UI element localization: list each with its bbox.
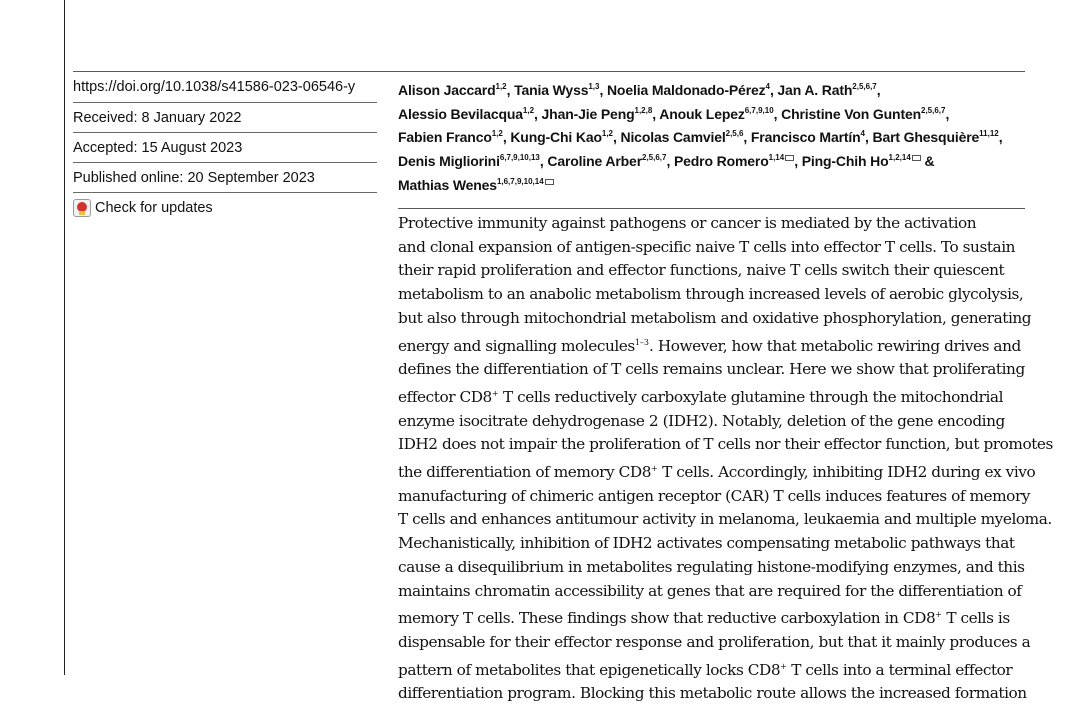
author-separator: ,: [743, 129, 751, 146]
abstract-line: their rapid proliferation and effector functions, naive T cells switch their quiescent: [398, 261, 1005, 280]
abstract-line: T cells and enhances antitumour activity in melanoma, leukaemia and multiple myeloma.: [398, 510, 1052, 529]
superscript: +: [780, 661, 787, 671]
author-name[interactable]: Tania Wyss: [514, 82, 589, 98]
author-name[interactable]: Ping-Chih Ho: [801, 153, 889, 170]
abstract-line: memory T cells. These findings show that reductive carboxylation in CD8+ T cells is: [398, 609, 1010, 628]
author-name[interactable]: Mathias Wenes: [398, 176, 497, 193]
author-affiliation: 1,2: [491, 129, 503, 139]
author-affiliation: 2,5,6,7: [852, 82, 877, 91]
author-separator: ,: [794, 153, 802, 170]
author-affiliation: 4: [860, 129, 865, 139]
abstract-line: the differentiation of memory CD8+ T cells. Accordingly, inhibiting IDH2 during ex vivo: [398, 463, 1036, 482]
author-separator: ,: [769, 82, 778, 98]
abstract-line: maintains chromatin accessibility at genes that are required for the differentiation of: [398, 581, 1022, 600]
author-separator: ,: [652, 105, 660, 122]
published-date: Published online: 20 September 2023: [73, 163, 377, 193]
author-separator: ,: [773, 105, 782, 122]
author-separator: ,: [539, 153, 548, 170]
superscript: +: [935, 610, 942, 620]
abstract-line: but also through mitochondrial metabolism and oxidative phosphorylation, generating: [398, 308, 1032, 327]
abstract-line: enzyme isocitrate dehydrogenase 2 (IDH2). Notably, deletion of the gene encoding: [398, 411, 1005, 430]
author-line: [398, 101, 1038, 125]
author-affiliation: 1,6,7,9,10,14: [496, 176, 544, 186]
check-for-updates-label: Check for updates: [95, 200, 213, 216]
author-separator: ,: [613, 129, 621, 146]
author-affiliation: 1,2: [601, 129, 613, 139]
email-icon[interactable]: [545, 179, 554, 185]
author-affiliation: 2,5,6,7: [921, 105, 946, 115]
article-metadata: [73, 72, 377, 223]
author-name[interactable]: Fabien Franco: [398, 129, 492, 146]
author-name[interactable]: Caroline Arber: [547, 153, 642, 170]
email-icon[interactable]: [785, 155, 794, 161]
abstract-line: and clonal expansion of antigen-specific naive T cells into effector T cells. To sustain: [398, 237, 1016, 256]
author-line: [398, 172, 1038, 196]
author-affiliation: 1,2: [495, 82, 507, 91]
author-name[interactable]: Christine Von Gunten: [781, 105, 921, 122]
author-list: [398, 77, 1038, 196]
author-affiliation: 6,7,9,10: [744, 105, 774, 115]
author-separator: ,: [599, 82, 607, 98]
author-affiliation: 6,7,9,10,13: [499, 153, 540, 163]
author-name[interactable]: Bart Ghesquière: [872, 129, 980, 146]
author-separator: ,: [876, 82, 881, 98]
author-affiliation: 1,3: [588, 82, 600, 91]
author-name[interactable]: Noelia Maldonado-Pérez: [606, 82, 766, 98]
check-for-updates-icon: [73, 199, 91, 217]
author-name[interactable]: Jan A. Rath: [777, 82, 853, 98]
author-name[interactable]: Denis Migliorini: [398, 153, 500, 170]
abstract-line: Mechanistically, inhibition of IDH2 activates compensating metabolic pathways that: [398, 534, 1015, 553]
author-separator: ,: [666, 153, 674, 170]
author-affiliation: 2,5,6: [725, 129, 744, 139]
abstract: [398, 212, 1058, 706]
author-separator: &: [920, 153, 935, 170]
author-affiliation: 2,5,6,7: [642, 153, 667, 163]
author-name[interactable]: Kung-Chi Kao: [510, 129, 602, 146]
doi-link[interactable]: https://doi.org/10.1038/s41586-023-06546-y: [73, 72, 377, 103]
author-separator: ,: [998, 129, 1003, 146]
author-name[interactable]: Nicolas Camviel: [620, 129, 726, 146]
abstract-line: Protective immunity against pathogens or cancer is mediated by the activation: [398, 214, 977, 232]
author-separator: ,: [506, 82, 515, 98]
author-affiliation: 4: [765, 82, 770, 91]
abstract-line: defines the differentiation of T cells remains unclear. Here we show that proliferating: [398, 360, 1025, 379]
author-name[interactable]: Anouk Lepez: [659, 105, 745, 122]
received-date: Received: 8 January 2022: [73, 103, 377, 133]
author-separator: ,: [945, 105, 950, 122]
abstract-line: IDH2 does not impair the proliferation of T cells nor their effector function, but promotes: [398, 435, 1053, 454]
check-for-updates-button[interactable]: [73, 193, 377, 223]
abstract-line: energy and signalling molecules$^{1-3}$. However, how that metabolic rewiring drives and: [398, 336, 1021, 355]
abstract-line: pattern of metabolites that epigenetically locks CD8+ T cells into a terminal effector: [398, 660, 1013, 679]
email-icon[interactable]: [912, 155, 921, 161]
author-affiliation: 1,2,14: [888, 153, 911, 163]
author-line: [398, 124, 1038, 148]
author-separator: ,: [534, 105, 542, 122]
author-separator: ,: [865, 129, 873, 146]
author-name[interactable]: Jhan-Jie Peng: [541, 105, 635, 122]
author-name[interactable]: Francisco Martín: [750, 129, 861, 146]
author-separator: ,: [502, 129, 511, 146]
author-line: [398, 77, 1038, 101]
abstract-line: effector CD8+ T cells reductively carboxylate glutamine through the mitochondrial: [398, 387, 1004, 406]
abstract-rule: [398, 208, 1025, 209]
accepted-date: Accepted: 15 August 2023: [73, 133, 377, 163]
abstract-line: manufacturing of chimeric antigen receptor (CAR) T cells induces features of memory: [398, 486, 1030, 505]
author-name[interactable]: Alison Jaccard: [398, 82, 496, 98]
author-affiliation: 1,2,8: [634, 105, 653, 115]
author-name[interactable]: Pedro Romero: [673, 153, 769, 170]
page-left-border: [64, 0, 65, 675]
author-affiliation: 1,14: [768, 153, 785, 163]
superscript: +: [491, 388, 499, 398]
author-line: [398, 148, 1038, 172]
author-affiliation: 11,12: [979, 129, 999, 139]
abstract-line: cause a disequilibrium in metabolites regulating histone-modifying enzymes, and this: [398, 557, 1025, 576]
superscript: +: [651, 464, 658, 474]
abstract-line: dispensable for their effector response and proliferation, but that it mainly produces a: [398, 632, 1031, 651]
abstract-line: metabolism to an anabolic metabolism through increased levels of aerobic glycolysis,: [398, 285, 1024, 304]
abstract-line: differentiation program. Blocking this metabolic route allows the increased formation: [398, 684, 1027, 703]
author-affiliation: 1,2: [522, 105, 535, 115]
author-name[interactable]: Alessio Bevilacqua: [398, 105, 523, 122]
superscript: 1–3: [634, 337, 649, 347]
